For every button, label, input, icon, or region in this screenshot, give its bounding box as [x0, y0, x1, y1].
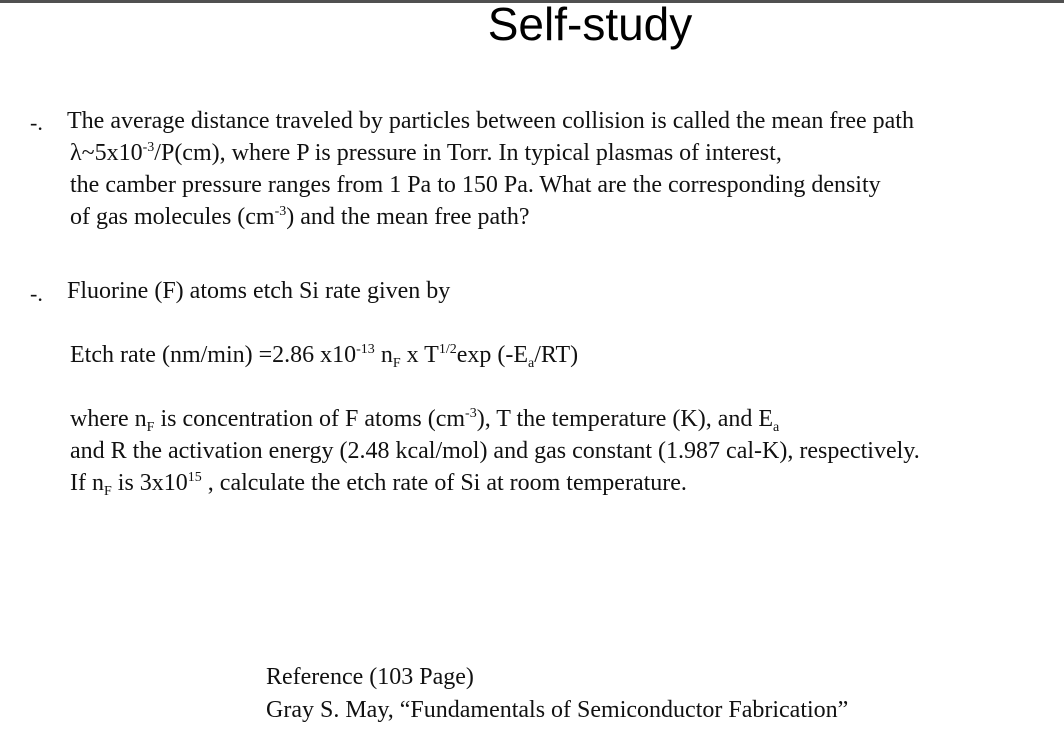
problem1-line-3: the camber pressure ranges from 1 Pa to 150 Pa. What are the corresponding density	[70, 172, 881, 198]
where-line-2: and R the activation energy (2.48 kcal/mol) and gas constant (1.987 cal-K), respectively.	[70, 438, 920, 464]
slide-title: Self-study	[487, 0, 693, 50]
where-line-1: where $n_F$ is concentration of F atoms $(cm^{-3})$, T the temperature (K), and $E_a$	[70, 406, 780, 435]
where-line-3: If $n_F$ is $3x10^{15}$ , calculate the etch rate of Si at room temperature.	[70, 470, 687, 499]
bullet-marker-2: -.	[30, 281, 43, 306]
reference-label: Reference (103 Page)	[266, 664, 474, 690]
problem2-intro: Fluorine (F) atoms etch Si rate given by	[67, 278, 451, 304]
etch-rate-equation: Etch rate (nm/min) =2.86 $x10^{-13}$ $n_F$ x $T^{1/2}\exp$ $(-E_a/RT)$	[70, 342, 579, 371]
reference-citation: Gray S. May, “Fundamentals of Semiconductor Fabrication”	[266, 697, 849, 723]
bullet-marker-1: -.	[30, 110, 43, 135]
problem1-line-2: $\lambda\sim 5x10^{-3}/P(cm)$, where P is pressure in Torr. In typical plasmas of interest,	[70, 140, 782, 166]
problem1-line-4: of gas molecules $(cm^{-3})$ and the mean free path?	[70, 204, 530, 230]
problem1-line-1: The average distance traveled by particles between collision is called the mean free path	[67, 108, 914, 134]
